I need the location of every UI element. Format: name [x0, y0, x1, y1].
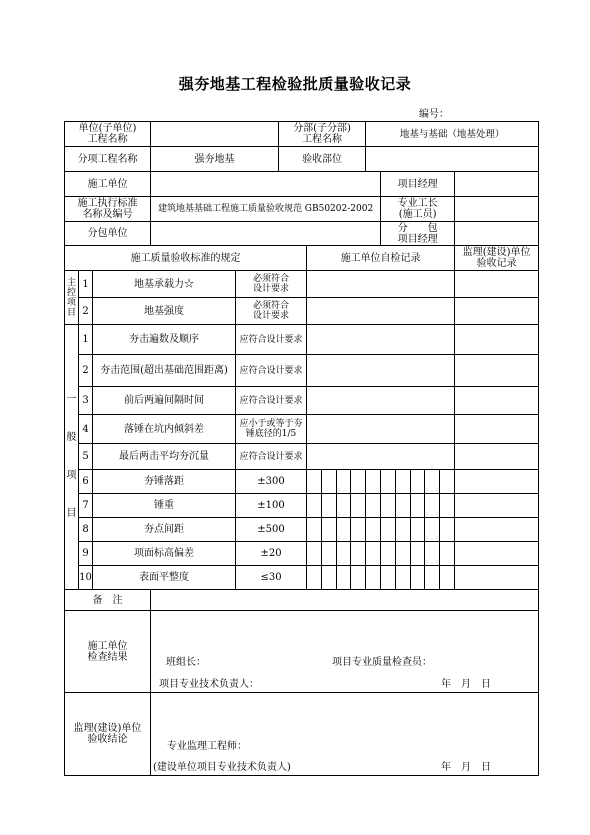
- item-requirement: 必须符合 设计要求: [236, 298, 307, 325]
- item-number: 2: [79, 355, 93, 387]
- self-check-record: [307, 387, 455, 415]
- measure-cell: [351, 494, 366, 518]
- item-number: 4: [79, 415, 93, 444]
- table-row: [65, 566, 539, 590]
- supervision-record: [455, 325, 539, 355]
- measure-cell: [337, 542, 351, 566]
- measure-cell: [322, 494, 337, 518]
- measure-cell: [396, 470, 411, 494]
- item-requirement: 应符合设计要求: [236, 355, 307, 387]
- foreman-label: 专业工长 (施工员): [381, 197, 455, 222]
- measure-cell: [411, 542, 425, 566]
- item-number: 8: [79, 518, 93, 542]
- measure-cell: [366, 566, 381, 590]
- item-name: 项面标高偏差: [93, 542, 236, 566]
- self-check-record: [307, 355, 455, 387]
- remarks-value: [151, 590, 539, 611]
- item-name: 落锤在坑内倾斜差: [93, 415, 236, 444]
- supervision-record: [455, 494, 539, 518]
- construction-check-row: [65, 611, 539, 693]
- table-row: [65, 494, 539, 518]
- general-items-section-label: [65, 325, 79, 590]
- supervision-date-label: 年 月 日: [441, 762, 492, 773]
- unit-project-name-value: [151, 122, 279, 147]
- item-name: 最后两击平均夯沉量: [93, 444, 236, 470]
- measure-cell: [381, 470, 396, 494]
- supervision-record: [455, 470, 539, 494]
- supervision-signature-area: [151, 694, 538, 774]
- self-check-record: [307, 325, 455, 355]
- page-title: 强夯地基工程检验批质量验收记录: [178, 75, 412, 93]
- measure-cell: [322, 542, 337, 566]
- construction-unit-label: 施工单位: [65, 172, 151, 197]
- supervision-record: [455, 355, 539, 387]
- measure-cell: [411, 494, 425, 518]
- measure-cell: [366, 542, 381, 566]
- measure-cell: [351, 518, 366, 542]
- item-name: 表面平整度: [93, 566, 236, 590]
- subcontractor-label: 分包单位: [65, 222, 151, 246]
- item-name: 夯击遍数及顺序: [93, 325, 236, 355]
- measure-cell: [307, 518, 322, 542]
- item-name: 夯锤落距: [93, 470, 236, 494]
- measure-cell: [425, 494, 440, 518]
- unit-project-name-label: 单位(子单位) 工程名称: [65, 122, 151, 147]
- measure-cell: [366, 494, 381, 518]
- serial-number-label: 编号：: [419, 109, 449, 120]
- table-row: [65, 542, 539, 566]
- item-requirement: ±300: [236, 470, 307, 494]
- item-requirement: ±20: [236, 542, 307, 566]
- self-check-record: [307, 444, 455, 470]
- header-row-subcontractor: [65, 222, 539, 246]
- measure-cell: [396, 542, 411, 566]
- item-name: 锤重: [93, 494, 236, 518]
- measure-cell: [381, 494, 396, 518]
- item-number: 1: [79, 325, 93, 355]
- item-name: 夯点间距: [93, 518, 236, 542]
- self-check-record: [307, 298, 455, 325]
- measure-cell: [337, 518, 351, 542]
- measure-cell: [425, 470, 440, 494]
- measure-cell: [411, 566, 425, 590]
- measure-cell: [440, 566, 455, 590]
- measure-cell: [307, 566, 322, 590]
- item-requirement: ≤30: [236, 566, 307, 590]
- measure-cell: [366, 518, 381, 542]
- measure-cell: [337, 494, 351, 518]
- item-requirement: 应小于或等于夯 锤底径的1/5: [236, 415, 307, 444]
- measure-cell: [351, 566, 366, 590]
- measure-cell: [337, 566, 351, 590]
- quality-inspector-label: 项目专业质量检查员：: [332, 656, 433, 668]
- subcontractor-value: [151, 222, 381, 246]
- technical-lead-label: 项目专业技术负责人：: [159, 678, 260, 690]
- supervision-conclusion-row: [65, 693, 539, 776]
- measure-cell: [322, 566, 337, 590]
- item-number: 1: [79, 271, 93, 298]
- self-check-record: [307, 415, 455, 444]
- construction-unit-value: [151, 172, 381, 197]
- measure-cell: [396, 518, 411, 542]
- measure-cell: [322, 518, 337, 542]
- project-manager-value: [455, 172, 539, 197]
- measure-cell: [381, 542, 396, 566]
- item-number: 3: [79, 387, 93, 415]
- supervision-record: [455, 387, 539, 415]
- standard-value: 建筑地基基础工程施工质量验收规范 GB50202-2002: [151, 197, 381, 222]
- measure-cell: [307, 494, 322, 518]
- item-requirement: 必须符合 设计要求: [236, 271, 307, 298]
- item-name: 地基承载力☆: [93, 271, 236, 298]
- general-items-label-text: 一般项目: [66, 394, 77, 519]
- item-requirement: ±100: [236, 494, 307, 518]
- supervision-record: [455, 518, 539, 542]
- measure-cell: [351, 542, 366, 566]
- item-number: 6: [79, 470, 93, 494]
- table-row: [65, 355, 539, 387]
- supervision-record: [455, 415, 539, 444]
- measure-cell: [396, 566, 411, 590]
- header-row-construction-unit: [65, 172, 539, 197]
- subitem-project-name-label: 分项工程名称: [65, 147, 151, 172]
- supervision-conclusion-content: [151, 693, 539, 776]
- supervision-conclusion-label: 监理(建设)单位 验收结论: [65, 693, 151, 776]
- measure-cell: [307, 542, 322, 566]
- measure-cell: [337, 470, 351, 494]
- item-number: 5: [79, 444, 93, 470]
- measure-cell: [440, 542, 455, 566]
- standard-column-header: 施工质量验收标准的规定: [65, 246, 307, 271]
- measure-cell: [411, 518, 425, 542]
- item-requirement: 应符合设计要求: [236, 325, 307, 355]
- supervision-record: [455, 298, 539, 325]
- item-name: 前后两遍间隔时间: [93, 387, 236, 415]
- foreman-value: [455, 197, 539, 222]
- main-control-label-text: 主控项目: [66, 277, 76, 318]
- inspection-record-table: [64, 121, 539, 776]
- measure-cell: [366, 470, 381, 494]
- owner-tech-lead-label: (建设单位项目专业技术负责人): [153, 762, 291, 773]
- remarks-row: [65, 590, 539, 611]
- measure-cell: [425, 542, 440, 566]
- remarks-label: 备 注: [65, 590, 151, 611]
- item-requirement: ±500: [236, 518, 307, 542]
- supervision-record: [455, 566, 539, 590]
- item-name: 夯击范围(超出基础范围距离): [93, 355, 236, 387]
- measure-cell: [322, 470, 337, 494]
- measure-cell: [425, 518, 440, 542]
- table-row: [65, 271, 539, 298]
- measure-cell: [381, 518, 396, 542]
- table-row: [65, 387, 539, 415]
- measure-cell: [351, 470, 366, 494]
- item-number: 7: [79, 494, 93, 518]
- measure-cell: [411, 470, 425, 494]
- header-row-standard: [65, 197, 539, 222]
- self-check-record: [307, 271, 455, 298]
- measure-cell: [440, 494, 455, 518]
- item-requirement: 应符合设计要求: [236, 387, 307, 415]
- measure-cell: [425, 566, 440, 590]
- division-project-name-label: 分部(子分部) 工程名称: [279, 122, 366, 147]
- measure-cell: [307, 470, 322, 494]
- supervising-engineer-label: 专业监理工程师：: [167, 741, 248, 752]
- acceptance-part-value: [366, 147, 539, 172]
- sub-manager-value: [455, 222, 539, 246]
- header-row-subitem: [65, 147, 539, 172]
- item-name: 地基强度: [93, 298, 236, 325]
- construction-date-label: 年 月 日: [441, 678, 492, 690]
- main-control-section-label: [65, 271, 79, 325]
- sub-manager-label: 分 包 项目经理: [381, 222, 455, 246]
- table-row: [65, 518, 539, 542]
- column-header-row: [65, 246, 539, 271]
- item-number: 2: [79, 298, 93, 325]
- acceptance-part-label: 验收部位: [279, 147, 366, 172]
- supervision-column-header: 监理(建设)单位 验收记录: [455, 246, 539, 271]
- item-number: 9: [79, 542, 93, 566]
- construction-signature-area: [151, 612, 538, 692]
- measure-cell: [381, 566, 396, 590]
- supervision-record: [455, 542, 539, 566]
- header-row-unit: [65, 122, 539, 147]
- table-row: [65, 325, 539, 355]
- subitem-project-name-value: 强夯地基: [151, 147, 279, 172]
- table-row: [65, 444, 539, 470]
- construction-check-content: [151, 611, 539, 693]
- measure-cell: [440, 470, 455, 494]
- self-check-column-header: 施工单位自检记录: [307, 246, 455, 271]
- division-project-name-value: 地基与基础（地基处理）: [366, 122, 539, 147]
- item-requirement: 应符合设计要求: [236, 444, 307, 470]
- table-row: [65, 470, 539, 494]
- team-leader-label: 班组长：: [166, 656, 207, 668]
- measure-cell: [396, 494, 411, 518]
- item-number: 10: [79, 566, 93, 590]
- project-manager-label: 项目经理: [381, 172, 455, 197]
- construction-check-label: 施工单位 检查结果: [65, 611, 151, 693]
- supervision-record: [455, 271, 539, 298]
- table-row: [65, 415, 539, 444]
- standard-label: 施工执行标准 名称及编号: [65, 197, 151, 222]
- measure-cell: [440, 518, 455, 542]
- table-row: [65, 298, 539, 325]
- supervision-record: [455, 444, 539, 470]
